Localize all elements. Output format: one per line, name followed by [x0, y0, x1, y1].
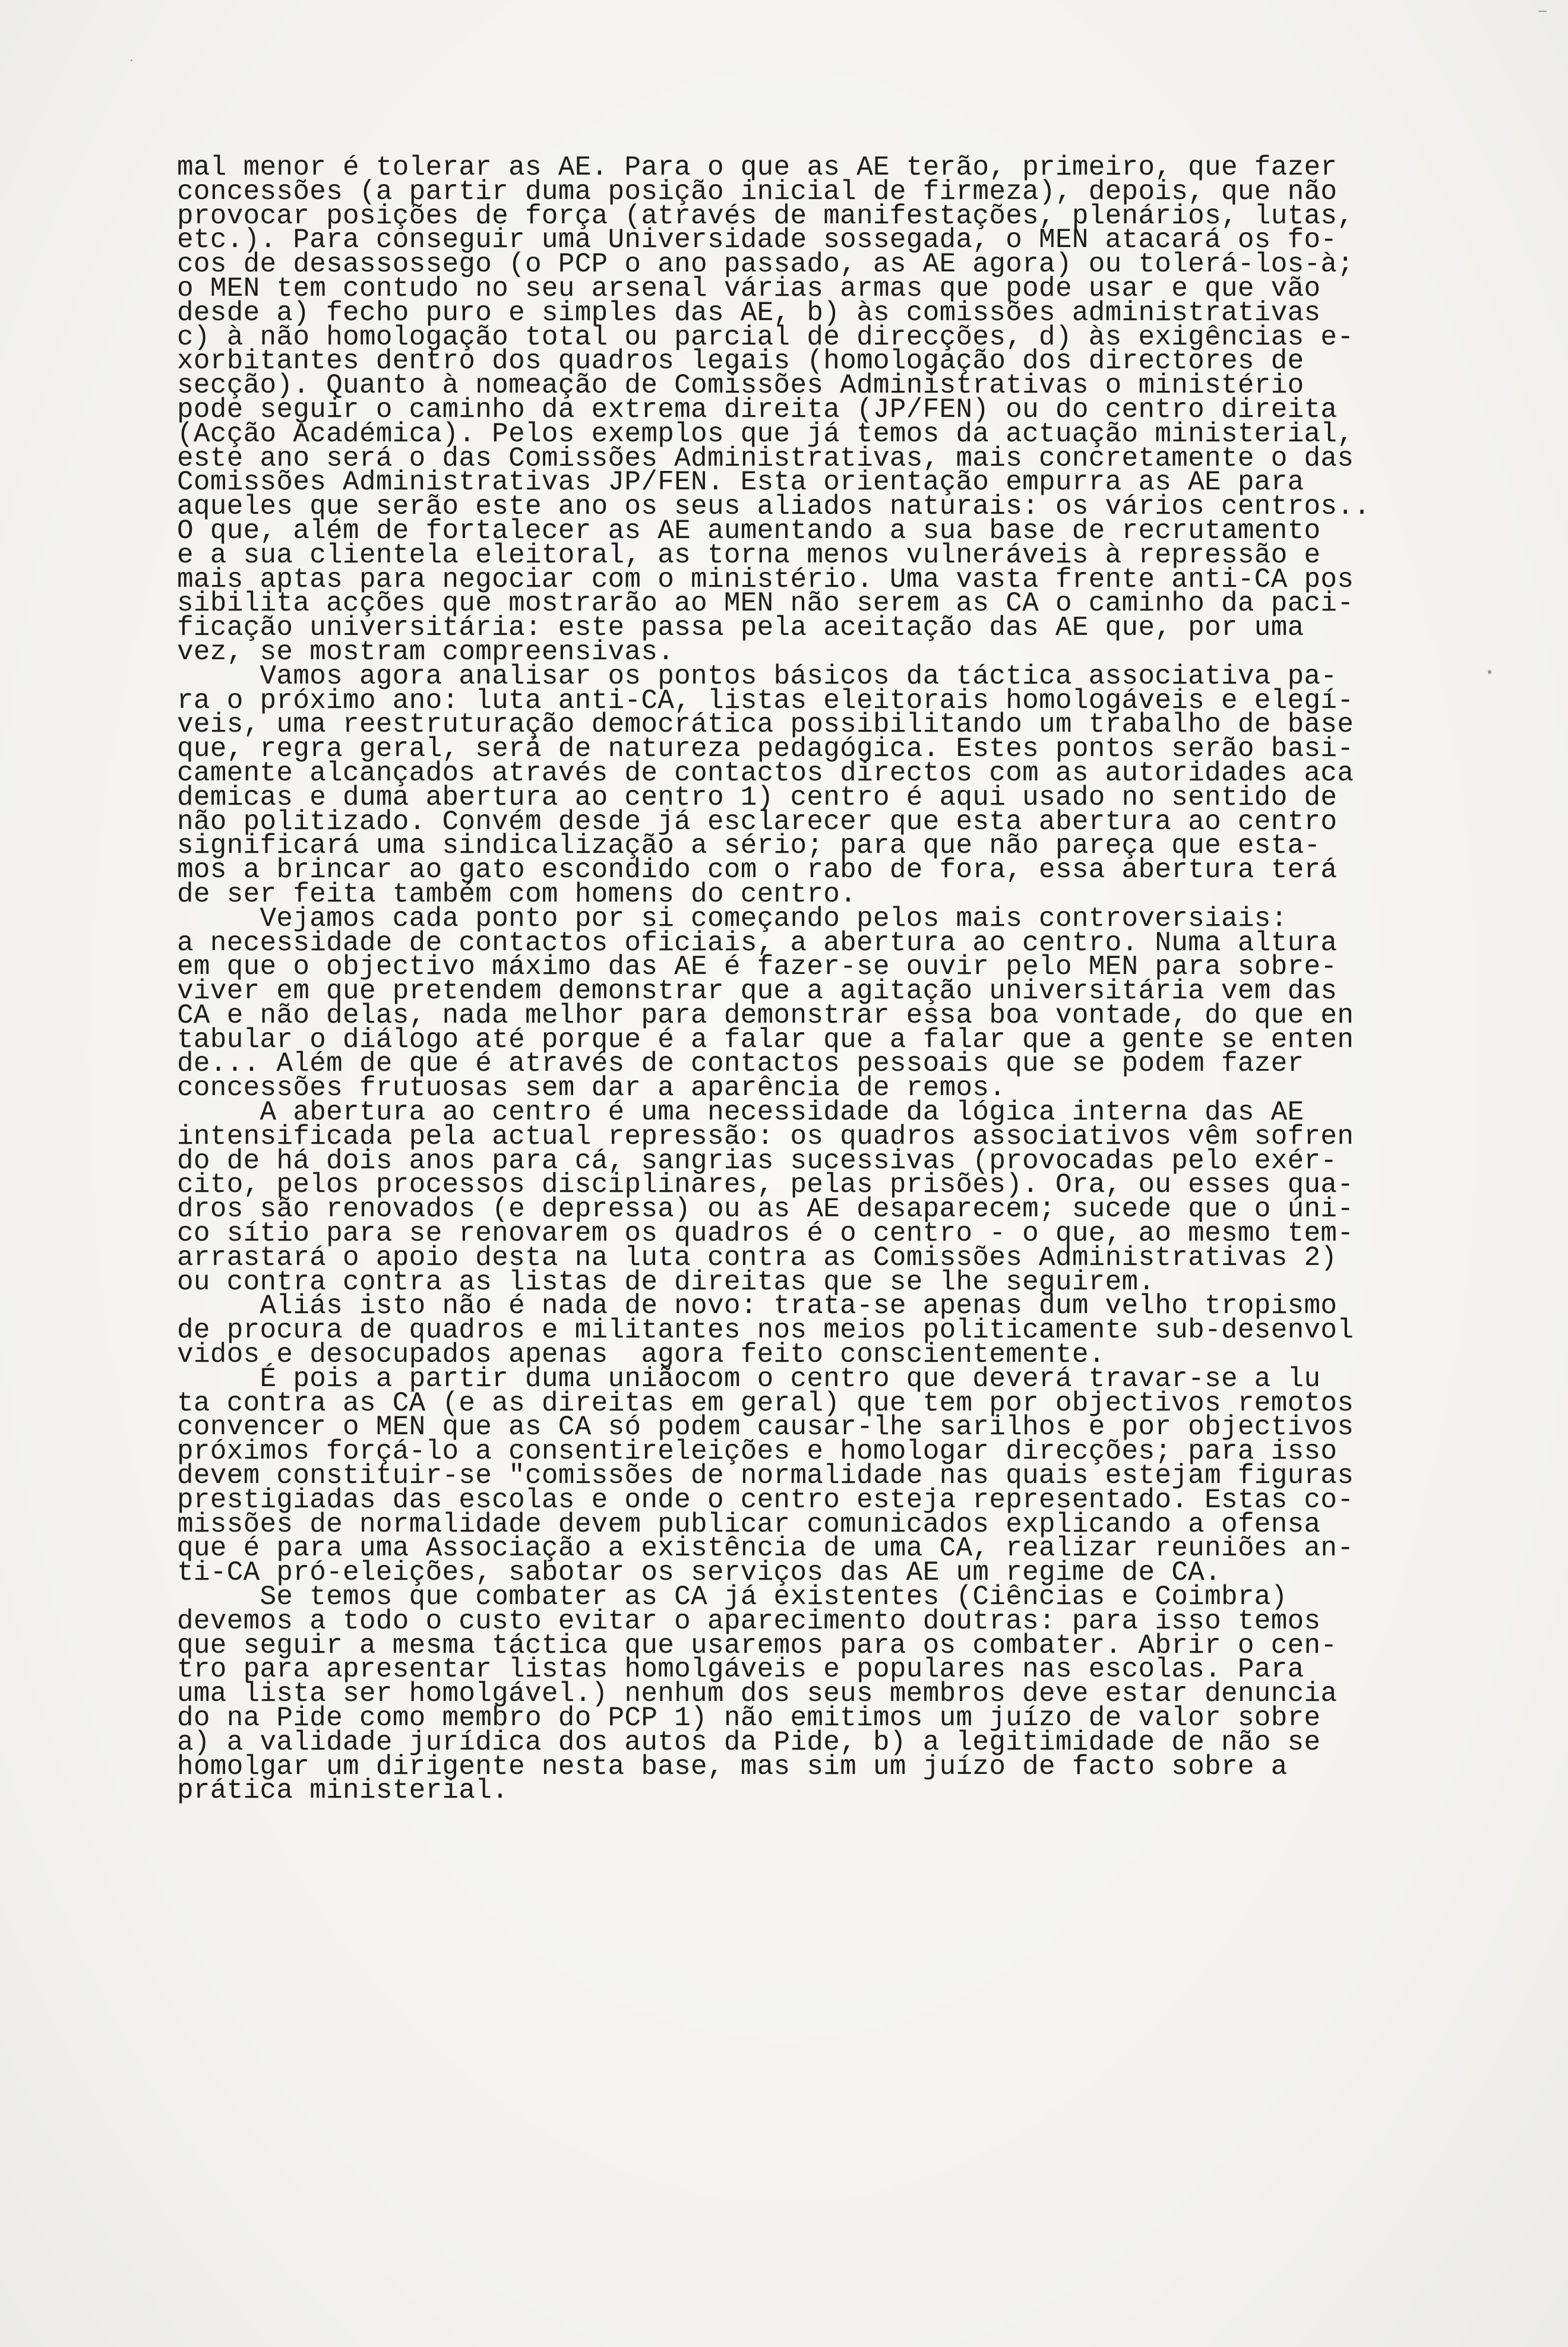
- text-line: ou contra contra as listas de direitas que se lhe seguirem.: [177, 1266, 1155, 1298]
- text-line: significará uma sindicalização a sério; para que não pareça que esta-: [177, 830, 1321, 862]
- text-line: etc.). Para conseguir uma Universidade sossegada, o MEN atacará os fo-: [177, 224, 1338, 256]
- text-line: de ser feita também com homens do centro.: [177, 878, 857, 910]
- text-line: do de há dois anos para cá, sangrias sucessivas (provocadas pelo exér-: [177, 1145, 1338, 1176]
- paper-speck: [1538, 11, 1547, 12]
- text-line: a) a validade jurídica dos autos da Pide, b) a legitimidade de não se: [177, 1726, 1321, 1758]
- text-line: próximos forçá-lo a consentireleições e homologar direcções; para isso: [177, 1436, 1338, 1467]
- text-line: devem constituir-se "comissões de normalidade nas quais estejam figuras: [177, 1460, 1354, 1492]
- text-line: ta contra as CA (e as direitas em geral) que tem por objectivos remotos: [177, 1387, 1354, 1419]
- text-line: concessões (a partir duma posição inicial de firmeza), depois, que não: [177, 176, 1338, 207]
- text-line: É pois a partir duma uniãocom o centro que deverá travar-se a lu: [177, 1363, 1321, 1394]
- text-line: Vejamos cada ponto por si começando pelos mais controversiais:: [177, 903, 1288, 934]
- text-line: ti-CA pró-eleições, sabotar os serviços das AE um regime de CA.: [177, 1557, 1221, 1589]
- text-line: vidos e desocupados apenas agora feito conscientemente.: [177, 1339, 1105, 1371]
- text-line: e a sua clientela eleitoral, as torna menos vulneráveis à repressão e: [177, 539, 1321, 571]
- text-line: do na Pide como membro do PCP 1) não emitimos um juízo de valor sobre: [177, 1703, 1321, 1734]
- text-line: camente alcançados através de contactos directos com as autoridades aca: [177, 757, 1354, 789]
- text-line: CA e não delas, nada melhor para demonstrar essa boa vontade, do que en: [177, 999, 1354, 1031]
- text-line: pode seguir o caminho da extrema direita (JP/FEN) ou do centro direita: [177, 394, 1338, 425]
- text-line: missões de normalidade devem publicar comunicados explicando a ofensa: [177, 1508, 1321, 1540]
- text-line: xorbitantes dentro dos quadros legais (homologação dos directores de: [177, 346, 1304, 377]
- text-line: demicas e duma abertura ao centro 1) centro é aqui usado no sentido de: [177, 782, 1338, 813]
- text-line: ficação universitária: este passa pela aceitação das AE que, por uma: [177, 612, 1304, 644]
- text-line: co sítio para se renovarem os quadros é o centro - o que, ao mesmo tem-: [177, 1218, 1354, 1250]
- text-line: prática ministerial.: [177, 1775, 509, 1807]
- text-line: que, regra geral, será de natureza pedagógica. Estes pontos serão basi-: [177, 733, 1354, 765]
- text-line: Vamos agora analisar os pontos básicos da táctica associativa pa-: [177, 660, 1338, 692]
- text-line: aqueles que serão este ano os seus aliados naturais: os vários centros..: [177, 491, 1371, 523]
- text-line: (Acção Académica). Pelos exemplos que já temos da actuação ministerial,: [177, 418, 1354, 450]
- text-line: provocar posições de força (através de manifestações, plenários, lutas,: [177, 200, 1354, 232]
- text-line: convencer o MEN que as CA só podem causar-lhe sarilhos e por objectivos: [177, 1412, 1354, 1443]
- text-line: cos de desassossego (o PCP o ano passado, as AE agora) ou tolerá-los-à;: [177, 249, 1354, 280]
- text-line: Se temos que combater as CA já existentes (Ciências e Coimbra): [177, 1581, 1288, 1613]
- text-line: secção). Quanto à nomeação de Comissões Administrativas o ministério: [177, 370, 1304, 401]
- text-line: mais aptas para negociar com o ministério. Uma vasta frente anti-CA pos: [177, 564, 1354, 595]
- text-line: que é para uma Associação a existência de uma CA, realizar reuniões an-: [177, 1533, 1354, 1564]
- text-line: dros são renovados (e depressa) ou as AE desaparecem; sucede que o úni-: [177, 1194, 1354, 1225]
- text-line: Comissões Administrativas JP/FEN. Esta orientação empurra as AE para: [177, 467, 1304, 498]
- text-line: este ano será o das Comissões Administrativas, mais concretamente o das: [177, 442, 1354, 474]
- text-line: de... Além de que é através de contactos pessoais que se podem fazer: [177, 1048, 1304, 1080]
- text-line: devemos a todo o custo evitar o aparecimento doutras: para isso temos: [177, 1605, 1321, 1637]
- text-line: Aliás isto não é nada de novo: trata-se apenas dum velho tropismo: [177, 1290, 1338, 1322]
- text-line: concessões frutuosas sem dar a aparência de remos.: [177, 1073, 1006, 1104]
- text-line: uma lista ser homolgável.) nenhum dos seus membros deve estar denuncia: [177, 1678, 1338, 1710]
- text-line: veis, uma reestruturação democrática possibilitando um trabalho de base: [177, 709, 1354, 741]
- text-line: a necessidade de contactos oficiais, a abertura ao centro. Numa altura: [177, 927, 1338, 959]
- text-line: vez, se mostram compreensivas.: [177, 636, 675, 668]
- text-line: homolgar um dirigente nesta base, mas sim um juízo de facto sobre a: [177, 1751, 1288, 1782]
- text-line: mos a brincar ao gato escondido com o rabo de fora, essa abertura terá: [177, 855, 1338, 886]
- text-line: de procura de quadros e militantes nos meios politicamente sub-desenvol: [177, 1315, 1354, 1346]
- text-line: c) à não homologação total ou parcial de direcções, d) às exigências e-: [177, 321, 1354, 353]
- text-line: ra o próximo ano: luta anti-CA, listas eleitorais homologáveis e elegí-: [177, 685, 1354, 716]
- text-line: não politizado. Convém desde já esclarecer que esta abertura ao centro: [177, 806, 1338, 837]
- text-line: sibilita acções que mostrarão ao MEN não serem as CA o caminho da paci-: [177, 588, 1354, 619]
- text-line: tro para apresentar listas homolgáveis e populares nas escolas. Para: [177, 1654, 1304, 1685]
- text-line: que seguir a mesma táctica que usaremos para os combater. Abrir o cen-: [177, 1630, 1338, 1661]
- text-line: prestigiadas das escolas e onde o centro esteja representado. Estas co-: [177, 1484, 1354, 1516]
- text-line: arrastará o apoio desta na luta contra as Comissões Administrativas 2): [177, 1242, 1338, 1273]
- text-line: o MEN tem contudo no seu arsenal várias armas que pode usar e que vão: [177, 273, 1321, 304]
- text-line: O que, além de fortalecer as AE aumentando a sua base de recrutamento: [177, 515, 1321, 546]
- text-line: tabular o diálogo até porque é a falar que a falar que a gente se enten: [177, 1024, 1354, 1055]
- text-line: A abertura ao centro é uma necessidade da lógica interna das AE: [177, 1097, 1304, 1128]
- typewritten-text: [177, 152, 1454, 1807]
- text-line: em que o objectivo máximo das AE é fazer-se ouvir pelo MEN para sobre-: [177, 951, 1338, 983]
- paper-speck: [1488, 670, 1491, 674]
- paper-speck: [131, 59, 132, 61]
- text-line: intensificada pela actual repressão: os quadros associativos vêm sofren: [177, 1121, 1354, 1152]
- text-line: viver em que pretendem demonstrar que a agitação universitária vem das: [177, 976, 1338, 1007]
- text-line: desde a) fecho puro e simples das AE, b) às comissões administrativas: [177, 297, 1321, 328]
- text-line: mal menor é tolerar as AE. Para o que as AE terão, primeiro, que fazer: [177, 152, 1338, 183]
- text-line: cito, pelos processos disciplinares, pelas prisões). Ora, ou esses qua-: [177, 1169, 1354, 1201]
